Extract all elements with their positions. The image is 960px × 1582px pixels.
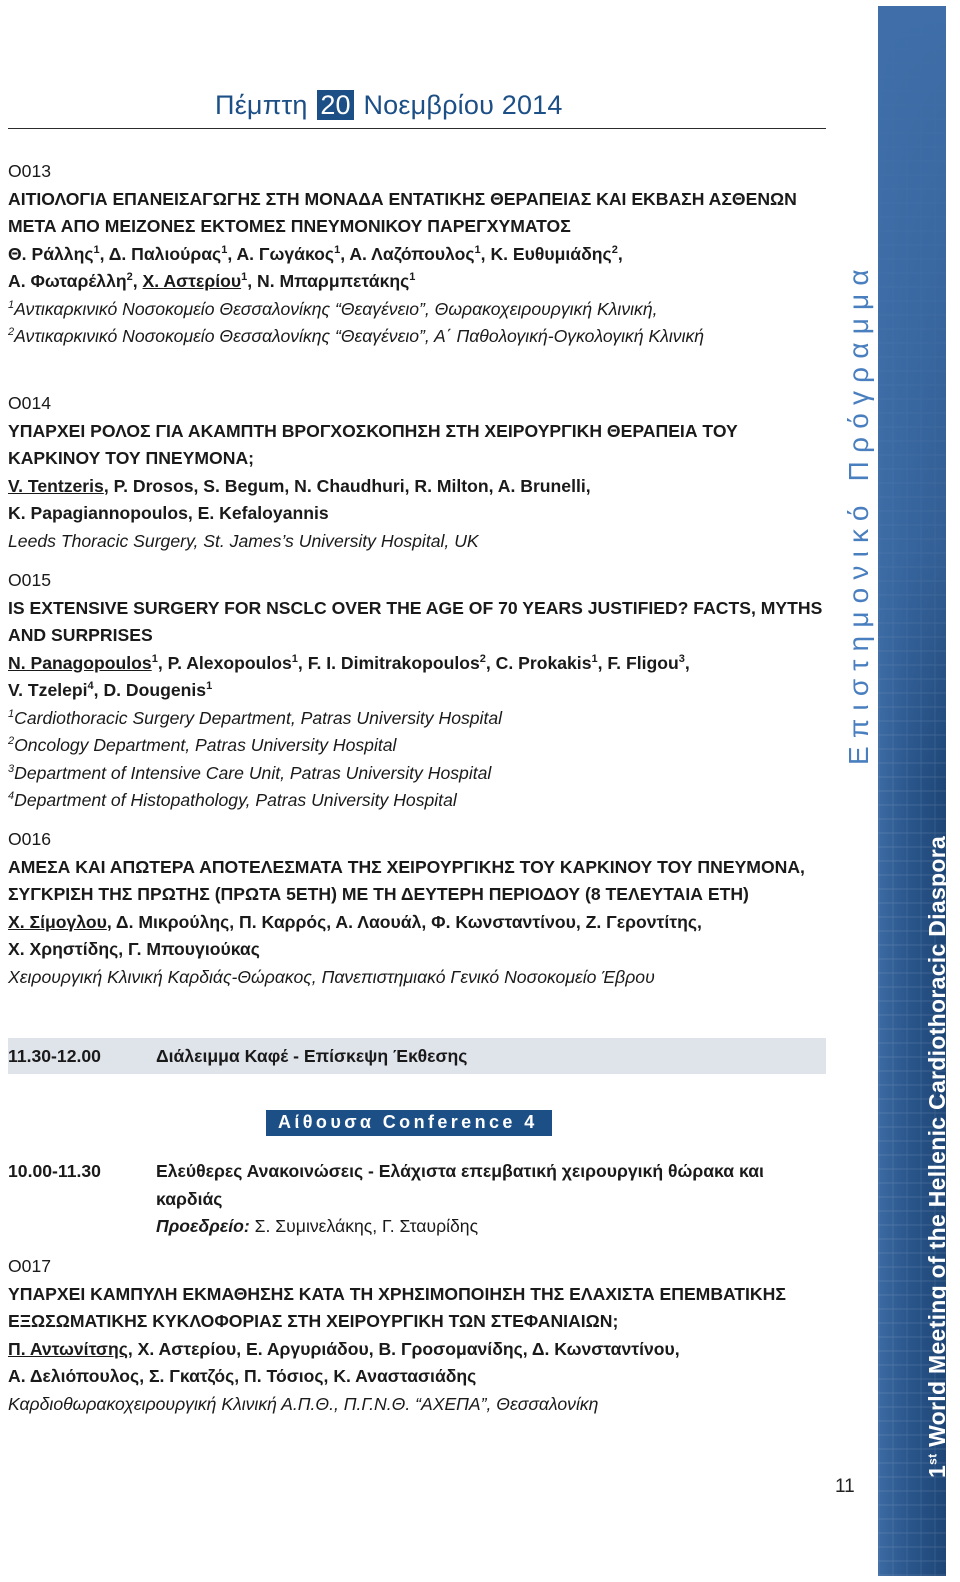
author-name: Κ. Ευθυμιάδης bbox=[490, 243, 612, 264]
author-affil-ref: 1 bbox=[334, 243, 341, 256]
abstract-affiliations bbox=[8, 705, 828, 815]
abstract-o015 bbox=[8, 567, 828, 815]
affil-ref: 2 bbox=[8, 326, 15, 339]
author-list-rest: , Χ. Αστερίου, Ε. Αργυριάδου, Β. Γροσομανίδης, Δ. Κωνσταντίνου, Α. Δελιόπουλος, Σ. Γκατζός, Π. Τόσιος, Κ. Αναστασιάδης bbox=[8, 1338, 680, 1386]
session-title: Ελεύθερες Ανακοινώσεις - Ελάχιστα επεμβατική χειρουργική θώρακα και καρδιάς bbox=[156, 1161, 764, 1209]
abstract-code: O017 bbox=[8, 1256, 52, 1276]
abstract-authors bbox=[8, 241, 828, 296]
affiliation-line bbox=[8, 732, 828, 760]
band-text: World Meeting of the Hellenic Cardiothoracic Diaspora bbox=[924, 835, 950, 1454]
affil-text: Oncology Department, Patras University Hospital bbox=[14, 735, 397, 755]
author-name: F. I. Dimitrakopoulos bbox=[307, 652, 480, 673]
abstract-code: O014 bbox=[8, 393, 52, 413]
author-affil-ref: 1 bbox=[474, 243, 481, 256]
abstract-title: ΑΙΤΙΟΛΟΓΙΑ ΕΠΑΝΕΙΣΑΓΩΓΗΣ ΣΤΗ ΜΟΝΑΔΑ ΕΝΤΑΤΙΚΗΣ ΘΕΡΑΠΕΙΑΣ ΚΑΙ ΕΚΒΑΣΗ ΑΣΘΕΝΩΝ ΜΕΤΑ ΑΠΟ ΜΕΙΖΟΝΕΣ ΕΚΤΟΜΕΣ ΠΝΕΥΜΟΝΙΚΟΥ ΠΑΡΕΓΧΥΜΑΤΟΣ bbox=[8, 188, 797, 236]
author-name: D. Dougenis bbox=[103, 680, 207, 700]
author-separator: , bbox=[597, 652, 608, 673]
author-affil-ref: 1 bbox=[151, 652, 158, 665]
author-affil-ref: 1 bbox=[409, 271, 416, 284]
abstract-code: O015 bbox=[8, 570, 52, 590]
affil-text: Department of Histopathology, Patras University Hospital bbox=[14, 790, 457, 810]
abstract-o017 bbox=[8, 1253, 828, 1418]
abstract-o013 bbox=[8, 158, 828, 351]
author-affil-ref: 1 bbox=[206, 680, 213, 693]
abstract-affiliations: Χειρουργική Κλινική Καρδιάς-Θώρακος, Πανεπιστημιακό Γενικό Νοσοκομείο Έβρου bbox=[8, 966, 655, 987]
affil-ref: 4 bbox=[8, 790, 15, 803]
author-separator: , bbox=[93, 680, 104, 700]
author-separator: , bbox=[99, 243, 109, 264]
author-separator: , bbox=[480, 243, 491, 264]
author-affil-ref: 1 bbox=[291, 652, 298, 665]
author-separator: , bbox=[247, 271, 257, 291]
author-name: Δ. Παλιούρας bbox=[108, 243, 222, 264]
author-name: Α. Γωγάκος bbox=[236, 243, 335, 264]
abstract-title: ΥΠΑΡΧΕΙ ΚΑΜΠΥΛΗ ΕΚΜΑΘΗΣΗΣ ΚΑΤΑ ΤΗ ΧΡΗΣΙΜΟΠΟΙΗΣΗ ΤΗΣ ΕΛΑΧΙΣΤΑ ΕΠΕΜΒΑΤΙΚΗΣ ΕΞΩΣΩΜΑΤΙΚΗΣ ΚΥΚΛΟΦΟΡΙΑΣ ΣΤΗ ΧΕΙΡΟΥΡΓΙΚΗ ΤΩΝ ΣΤΕΦΑΝΙΑΙΩΝ; bbox=[8, 1283, 786, 1331]
affiliation-line bbox=[8, 705, 828, 733]
affil-text: Department of Intensive Care Unit, Patras University Hospital bbox=[14, 762, 492, 783]
date-number-badge: 20 bbox=[317, 90, 353, 120]
affil-ref: 1 bbox=[8, 707, 15, 720]
section-vertical-title: Επιστημονικό Πρόγραμμα bbox=[843, 261, 874, 765]
date-month-year: Νοεμβρίου 2014 bbox=[363, 90, 563, 120]
header-rule bbox=[8, 128, 826, 129]
abstract-authors bbox=[8, 1336, 828, 1391]
date-header bbox=[215, 90, 825, 121]
break-time: 11.30-12.00 bbox=[8, 1046, 101, 1066]
author-affil-ref: 1 bbox=[241, 271, 248, 284]
author-affil-ref: 1 bbox=[93, 243, 100, 256]
abstract-o014 bbox=[8, 390, 828, 555]
author-affil-ref: 1 bbox=[221, 243, 228, 256]
author-name: Α. Φωταρέλλη bbox=[8, 271, 127, 291]
presenting-author: Χ. Σίμογλου bbox=[8, 911, 107, 932]
meeting-band-title bbox=[924, 836, 951, 1478]
author-name: C. Prokakis bbox=[495, 652, 592, 673]
session-time: 10.00-11.30 bbox=[8, 1161, 101, 1181]
author-name: Α. Λαζόπουλος bbox=[349, 243, 475, 264]
author-affil-ref: 4 bbox=[87, 680, 94, 693]
affiliation-line bbox=[8, 296, 828, 324]
author-affil-ref: 1 bbox=[591, 652, 598, 665]
author-separator: , bbox=[684, 652, 690, 673]
room-label: Αίθουσα Conference 4 bbox=[266, 1110, 552, 1136]
affil-ref: 3 bbox=[8, 762, 15, 775]
session-body bbox=[156, 1158, 816, 1241]
affil-text: Αντικαρκινικό Νοσοκομείο Θεσσαλονίκης “Θεαγένειο”, Θωρακοχειρουργική Κλινική, bbox=[14, 298, 658, 319]
abstract-title: IS EXTENSIVE SURGERY FOR NSCLC OVER THE AGE OF 70 YEARS JUSTIFIED? FACTS, MYTHS AND SURPRISES bbox=[8, 597, 823, 645]
abstract-title: ΑΜΕΣΑ ΚΑΙ ΑΠΩΤΕΡΑ ΑΠΟΤΕΛΕΣΜΑΤΑ ΤΗΣ ΧΕΙΡΟΥΡΓΙΚΗΣ ΤΟΥ ΚΑΡΚΙΝΟΥ ΤΟΥ ΠΝΕΥΜΟΝΑ, ΣΥΓΚΡΙΣΗ ΤΗΣ ΠΡΩΤΗΣ (ΠΡΩΤΑ 5ΕΤΗ) ΜΕ ΤΗ ΔΕΥΤΕΡΗ ΠΕΡΙΟΔΟΥ (8 ΤΕΛΕΥΤΑΙΑ ΕΤΗ) bbox=[8, 856, 805, 904]
band-ordinal-suffix: st bbox=[925, 1453, 940, 1465]
author-name: F. Fligou bbox=[607, 652, 679, 673]
affil-text: Αντικαρκινικό Νοσοκομείο Θεσσαλονίκης “Θεαγένειο”, Α΄ Παθολογική-Ογκολογική Κλινική bbox=[14, 326, 705, 346]
page-number: 11 bbox=[835, 1476, 855, 1497]
chairs-label: Προεδρείο: bbox=[156, 1216, 250, 1236]
affiliation-line bbox=[8, 787, 828, 815]
affiliation-line bbox=[8, 760, 828, 788]
abstract-o016 bbox=[8, 826, 828, 991]
abstract-authors bbox=[8, 909, 828, 964]
author-separator: , bbox=[157, 652, 168, 673]
author-affil-ref: 2 bbox=[611, 243, 618, 256]
presenting-author: Χ. Αστερίου bbox=[142, 271, 242, 291]
abstract-authors bbox=[8, 473, 828, 528]
author-separator: , bbox=[617, 243, 623, 264]
author-separator: , bbox=[485, 652, 496, 673]
presenting-author: Π. Αντωνίτσης bbox=[8, 1338, 128, 1359]
author-separator: , bbox=[132, 271, 143, 291]
chairs-names: Σ. Συμινελάκης, Γ. Σταυρίδης bbox=[249, 1216, 479, 1236]
presenting-author: V. Tentzeris bbox=[8, 475, 104, 496]
author-name: P. Alexopoulos bbox=[167, 652, 292, 673]
author-list-rest: , Δ. Μικρούλης, Π. Καρρός, Α. Λαουάλ, Φ. Κωνσταντίνου, Ζ. Γεροντίτης, Χ. Χρηστίδης, Γ. Μπουγιούκας bbox=[8, 911, 702, 959]
coffee-break-bar bbox=[8, 1038, 826, 1074]
abstract-code: O013 bbox=[8, 161, 52, 181]
abstract-affiliations: Leeds Thoracic Surgery, St. James’s University Hospital, UK bbox=[8, 530, 479, 551]
author-separator: , bbox=[297, 652, 308, 673]
author-name: Ν. Μπαρμπετάκης bbox=[257, 271, 410, 291]
affil-text: Cardiothoracic Surgery Department, Patras University Hospital bbox=[14, 707, 503, 728]
abstract-title: ΥΠΑΡΧΕΙ ΡΟΛΟΣ ΓΙΑ ΑΚΑΜΠΤΗ ΒΡΟΓΧΟΣΚΟΠΗΣΗ ΣΤΗ ΧΕΙΡΟΥΡΓΙΚΗ ΘΕΡΑΠΕΙΑ ΤΟΥ ΚΑΡΚΙΝΟΥ ΤΟΥ ΠΝΕΥΜΟΝΑ; bbox=[8, 420, 738, 468]
abstract-code: O016 bbox=[8, 829, 52, 849]
abstract-affiliations bbox=[8, 296, 828, 351]
abstract-affiliations: Καρδιοθωρακοχειρουργική Κλινική Α.Π.Θ., Π.Γ.Ν.Θ. “ΑΧΕΠΑ”, Θεσσαλονίκη bbox=[8, 1393, 599, 1414]
abstract-authors bbox=[8, 650, 828, 705]
author-affil-ref: 3 bbox=[678, 652, 685, 665]
author-separator: , bbox=[340, 243, 350, 264]
author-name: V. Tzelepi bbox=[8, 680, 88, 700]
band-ordinal: 1 bbox=[924, 1464, 950, 1478]
band-fade bbox=[878, 6, 946, 786]
presenting-author: N. Panagopoulos bbox=[8, 652, 152, 673]
affiliation-line bbox=[8, 323, 828, 351]
session-chairs bbox=[156, 1213, 816, 1241]
break-text: Διάλειμμα Καφέ - Επίσκεψη Έκθεσης bbox=[156, 1046, 468, 1066]
author-affil-ref: 2 bbox=[479, 652, 486, 665]
affil-ref: 2 bbox=[8, 735, 15, 748]
affil-ref: 1 bbox=[8, 298, 15, 311]
author-separator: , bbox=[227, 243, 237, 264]
author-list-rest: , P. Drosos, S. Begum, N. Chaudhuri, R. Milton, A. Brunelli, K. Papagiannopoulos, E. Kefaloyannis bbox=[8, 475, 591, 523]
author-name: Θ. Ράλλης bbox=[8, 243, 94, 264]
author-affil-ref: 2 bbox=[126, 271, 133, 284]
date-day: Πέμπτη bbox=[215, 90, 308, 120]
